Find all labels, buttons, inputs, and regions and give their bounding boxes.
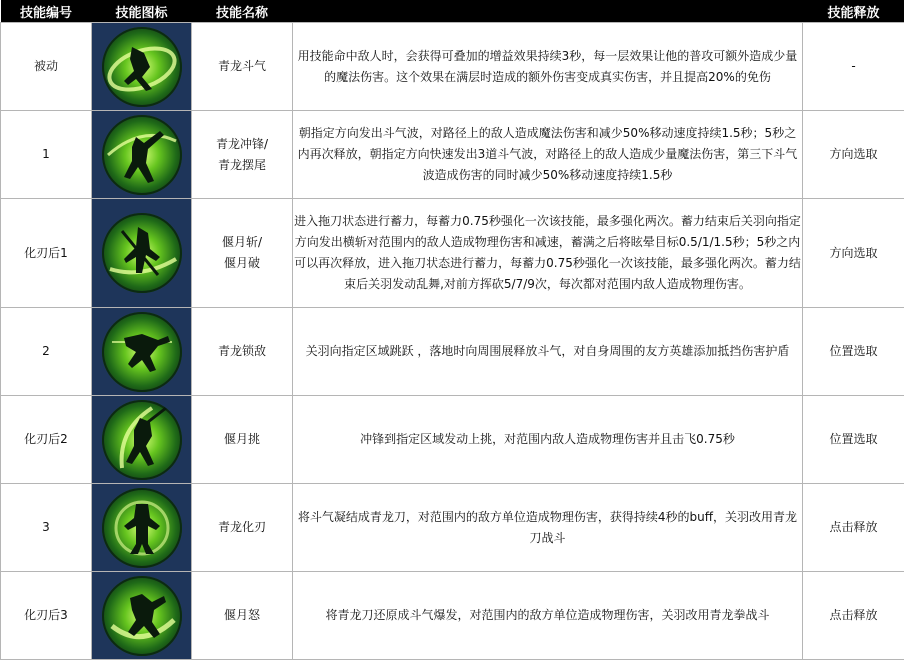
header-name: 技能名称 <box>192 0 293 23</box>
skill-icon-cell <box>92 111 192 199</box>
table-row <box>1 572 904 660</box>
swirl-dash-icon <box>102 27 182 107</box>
skill-name: 青龙冲锋/ 青龙摆尾 <box>192 111 293 199</box>
header-row <box>1 0 904 23</box>
table-row <box>1 484 904 572</box>
skill-desc: 关羽向指定区域跳跃 ，落地时向周围展释放斗气，对自身周围的友方英雄添加抵挡伤害护盾 <box>293 308 803 396</box>
skill-release: 点击释放 <box>803 572 904 660</box>
skill-desc: 用技能命中敌人时，会获得可叠加的增益效果持续3秒，每一层效果让他的普攻可额外造成少量的魔法伤害。这个效果在满层时造成的额外伤害变成真实伤害，并且提高20%的免伤 <box>293 23 803 111</box>
skill-release: 方向选取 <box>803 199 904 308</box>
skill-name: 青龙锁敌 <box>192 308 293 396</box>
skill-desc: 将青龙刀还原成斗气爆发，对范围内的敌方单位造成物理伤害，关羽改用青龙拳战斗 <box>293 572 803 660</box>
dragon-blade-icon <box>102 488 182 568</box>
header-id: 技能编号 <box>1 0 92 23</box>
skill-id: 1 <box>1 111 92 199</box>
skill-name: 偃月怒 <box>192 572 293 660</box>
skill-icon-cell <box>92 572 192 660</box>
skill-icon-cell <box>92 23 192 111</box>
skill-id: 2 <box>1 308 92 396</box>
skill-release: - <box>803 23 904 111</box>
table-row <box>1 199 904 308</box>
skill-release: 位置选取 <box>803 396 904 484</box>
table-row <box>1 396 904 484</box>
skill-desc: 朝指定方向发出斗气波，对路径上的敌人造成魔法伤害和减少50%移动速度持续1.5秒；5秒之内再次释放，朝指定方向快速发出3道斗气波，对路径上的敌人造成少量魔法伤害，第三下斗气波造成伤害的同时减少50%移动速度持续1.5秒 <box>293 111 803 199</box>
blade-charge-icon <box>102 213 182 293</box>
header-desc <box>293 0 803 23</box>
rising-blade-icon <box>102 400 182 480</box>
crescent-burst-icon <box>102 576 182 656</box>
skill-name: 偃月挑 <box>192 396 293 484</box>
skill-desc: 将斗气凝结成青龙刀，对范围内的敌方单位造成物理伤害，获得持续4秒的buff，关羽改用青龙刀战斗 <box>293 484 803 572</box>
high-kick-icon <box>102 115 182 195</box>
skill-icon-cell <box>92 199 192 308</box>
skill-name: 青龙化刃 <box>192 484 293 572</box>
skill-id: 被动 <box>1 23 92 111</box>
table-row <box>1 308 904 396</box>
skill-icon-cell <box>92 308 192 396</box>
skill-release: 方向选取 <box>803 111 904 199</box>
table-row <box>1 23 904 111</box>
table-row <box>1 111 904 199</box>
skill-id: 3 <box>1 484 92 572</box>
skill-icon-cell <box>92 484 192 572</box>
skill-name: 偃月斩/ 偃月破 <box>192 199 293 308</box>
skill-desc: 冲锋到指定区域发动上挑，对范围内敌人造成物理伤害并且击飞0.75秒 <box>293 396 803 484</box>
skill-name: 青龙斗气 <box>192 23 293 111</box>
skill-icon-cell <box>92 396 192 484</box>
skill-release: 点击释放 <box>803 484 904 572</box>
skill-id: 化刃后1 <box>1 199 92 308</box>
leap-strike-icon <box>102 312 182 392</box>
header-release: 技能释放 <box>803 0 904 23</box>
skill-id: 化刃后2 <box>1 396 92 484</box>
header-icon: 技能图标 <box>92 0 192 23</box>
skill-release: 位置选取 <box>803 308 904 396</box>
skill-desc: 进入拖刀状态进行蓄力，每蓄力0.75秒强化一次该技能，最多强化两次。蓄力结束后关羽向指定方向发出横斩对范围内的敌人造成物理伤害和减速，蓄满之后将眩晕目标0.5/1/1.5秒；5秒之内可以再次释放，进入拖刀状态进行蓄力，每蓄力0.75秒强化一次该技能，最多强化两次。蓄力结束后关羽发动乱舞,对前方挥砍5/7/9次，每次都对范围内敌人造成物理伤害。 <box>293 199 803 308</box>
skill-id: 化刃后3 <box>1 572 92 660</box>
